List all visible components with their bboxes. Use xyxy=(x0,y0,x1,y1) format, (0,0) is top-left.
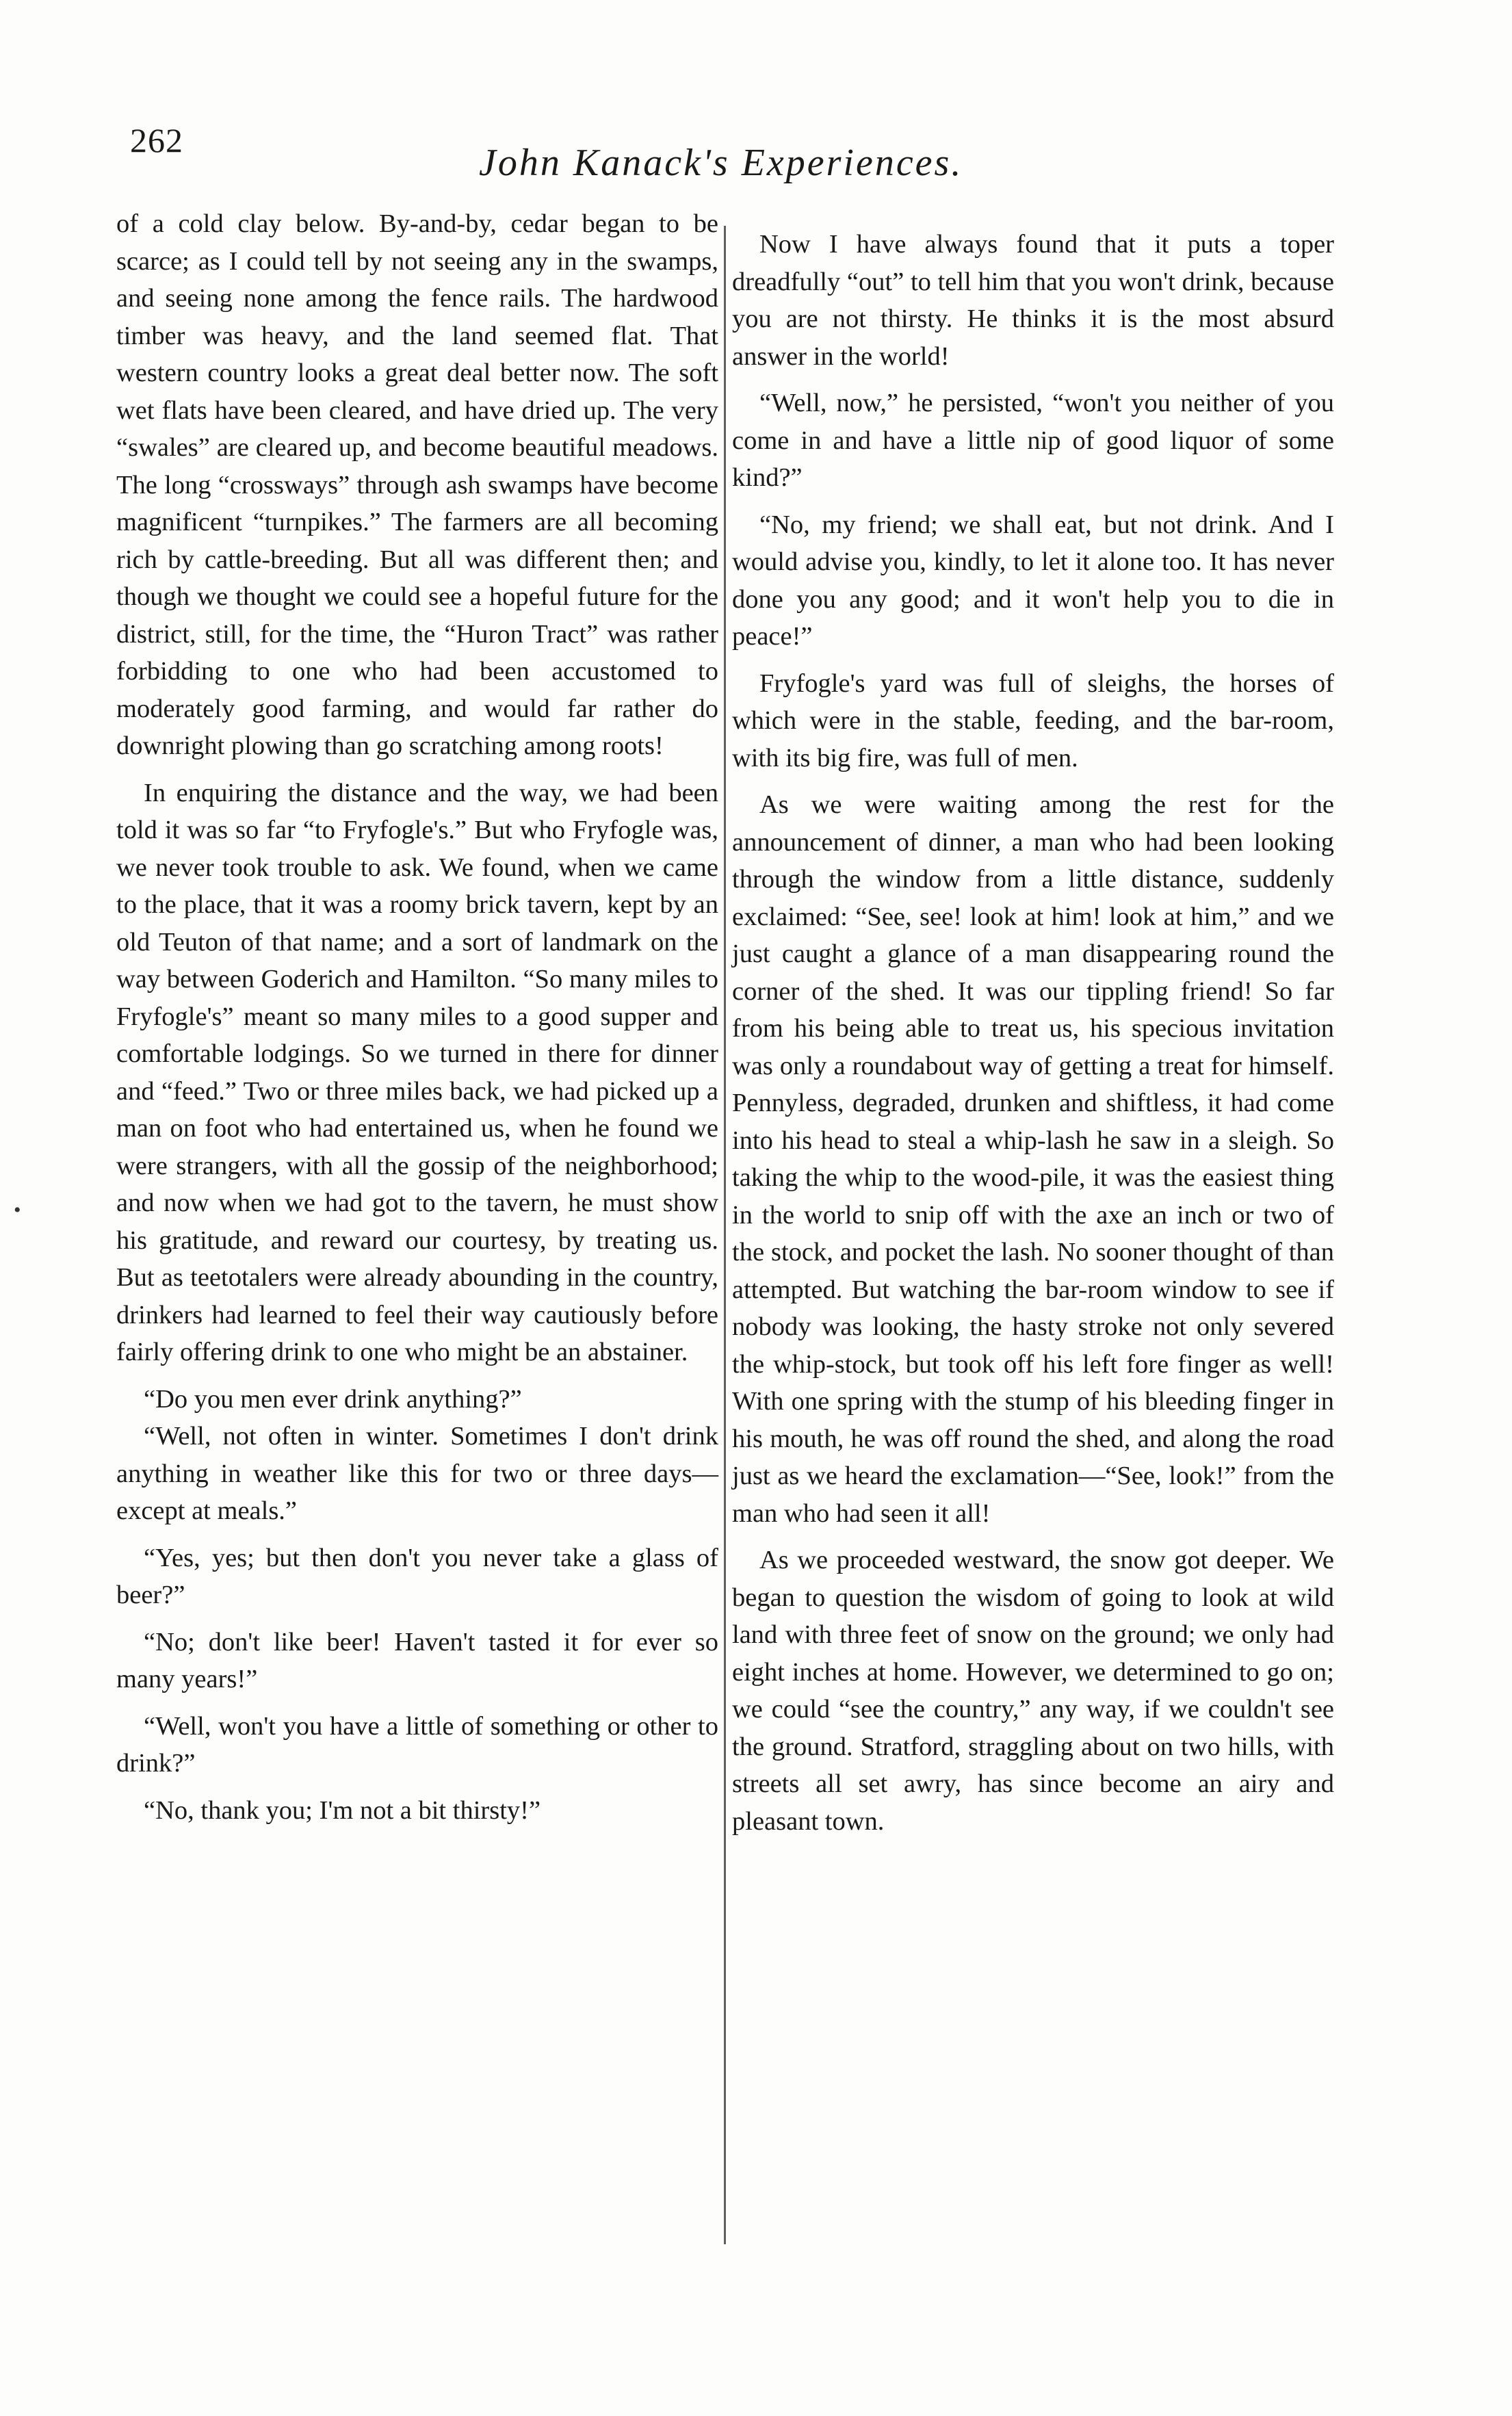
dialogue-line: “Yes, yes; but then don't you never take a glass of beer?” xyxy=(116,1543,718,1609)
paragraph: of a cold clay below. By-and-by, cedar began to be scarce; as I could tell by not seeing any in the swamps, and seeing none among the fence rails. The hardwood timber was heavy, and the land seemed flat. That western country looks a great deal better now. The soft wet flats have been cleared, and have dried up. The very “swales” are cleared up, and become beautiful meadows. The long “crossways” through ash swamps have become magnificent “turnpikes.” The farmers are all becoming rich by cattle-breeding. But all was different then; and though we thought we could see a hopeful future for the district, still, for the time, the “Huron Tract” was rather forbidding to one who had been accustomed to moderately good farming, and would far rather do downright plowing than go scratching among roots! xyxy=(116,209,718,760)
left-column xyxy=(116,205,718,1839)
dialogue-line: “Well, won't you have a little of something or other to drink?” xyxy=(116,1711,718,1778)
margin-speck: • xyxy=(14,1199,21,1221)
dialogue-line: “No; don't like beer! Haven't tasted it for ever so many years!” xyxy=(116,1627,718,1693)
dialogue-line: “Well, now,” he persisted, “won't you neither of you come in and have a little nip of good liquor of some kind?” xyxy=(732,389,1334,492)
running-title: John Kanack's Experiences. xyxy=(479,142,963,184)
page-number: 262 xyxy=(130,121,183,159)
paragraph: Now I have always found that it puts a toper dreadfully “out” to tell him that you won't drink, because you are not thirsty. He thinks it is the most absurd answer in the world! xyxy=(732,230,1334,371)
page-header xyxy=(130,120,1375,196)
right-column xyxy=(732,226,1334,1849)
paragraph: Fryfogle's yard was full of sleighs, the horses of which were in the stable, feeding, and the bar-room, with its big fire, was full of men. xyxy=(732,668,1334,772)
paragraph: In enquiring the distance and the way, we had been told it was so far “to Fryfogle's.” But who Fryfogle was, we never took trouble to ask. We found, when we came to the place, that it was a roomy brick tavern, kept by an old Teuton of that name; and a sort of landmark on the way between Goderich and Hamilton. “So many miles to Fryfogle's” meant so many miles to a good supper and comfortable lodgings. So we turned in there for dinner and “feed.” Two or three miles back, we had picked up a man on foot who had entertained us, when he found we were strangers, with all the gossip of the neighborhood; and now when we had got to the tavern, he must show his gratitude, and reward our courtesy, by treating us. But as teetotalers were already abounding in the country, drinkers had learned to feel their way cautiously before fairly offering drink to one who might be an abstainer. xyxy=(116,778,718,1366)
paragraph: As we were waiting among the rest for the announcement of dinner, a man who had been looking through the window from a little distance, suddenly exclaimed: “See, see! look at him! look at him,” and we just caught a glance of a man disappearing round the corner of the shed. It was our tippling friend! So far from his being able to treat us, his specious invitation was only a roundabout way of getting a treat for himself. Pennyless, degraded, drunken and shiftless, it had come into his head to steal a whip-lash he saw in a sleigh. So taking the whip to the wood-pile, it was the easiest thing in the world to snip off with the axe an inch or two of the stock, and pocket the lash. No sooner thought of than attempted. But watching the bar-room window to see if nobody was looking, the hasty stroke not only severed the whip-stock, but took off his left fore finger as well! With one spring with the stump of his bleeding finger in his mouth, he was off round the shed, and along the road just as we heard the exclamation—“See, look!” from the man who had seen it all! xyxy=(732,790,1334,1528)
dialogue-line: “No, my friend; we shall eat, but not drink. And I would advise you, kindly, to let it alone too. It has never done you any good; and it won't help you to die in peace!” xyxy=(732,510,1334,651)
column-divider xyxy=(724,226,726,2244)
dialogue-line: “Well, not often in winter. Sometimes I don't drink anything in weather like this for two or three days—except at meals.” xyxy=(116,1422,718,1525)
paragraph: As we proceeded westward, the snow got deeper. We began to question the wisdom of going to look at wild land with three feet of snow on the ground; we only had eight inches at home. However, we determined to go on; we could “see the country,” any way, if we couldn't see the ground. Stratford, straggling about on two hills, with streets all set awry, has since become an airy and pleasant town. xyxy=(732,1546,1334,1836)
dialogue-line: “No, thank you; I'm not a bit thirsty!” xyxy=(144,1795,541,1825)
dialogue-line: “Do you men ever drink anything?” xyxy=(144,1384,522,1414)
